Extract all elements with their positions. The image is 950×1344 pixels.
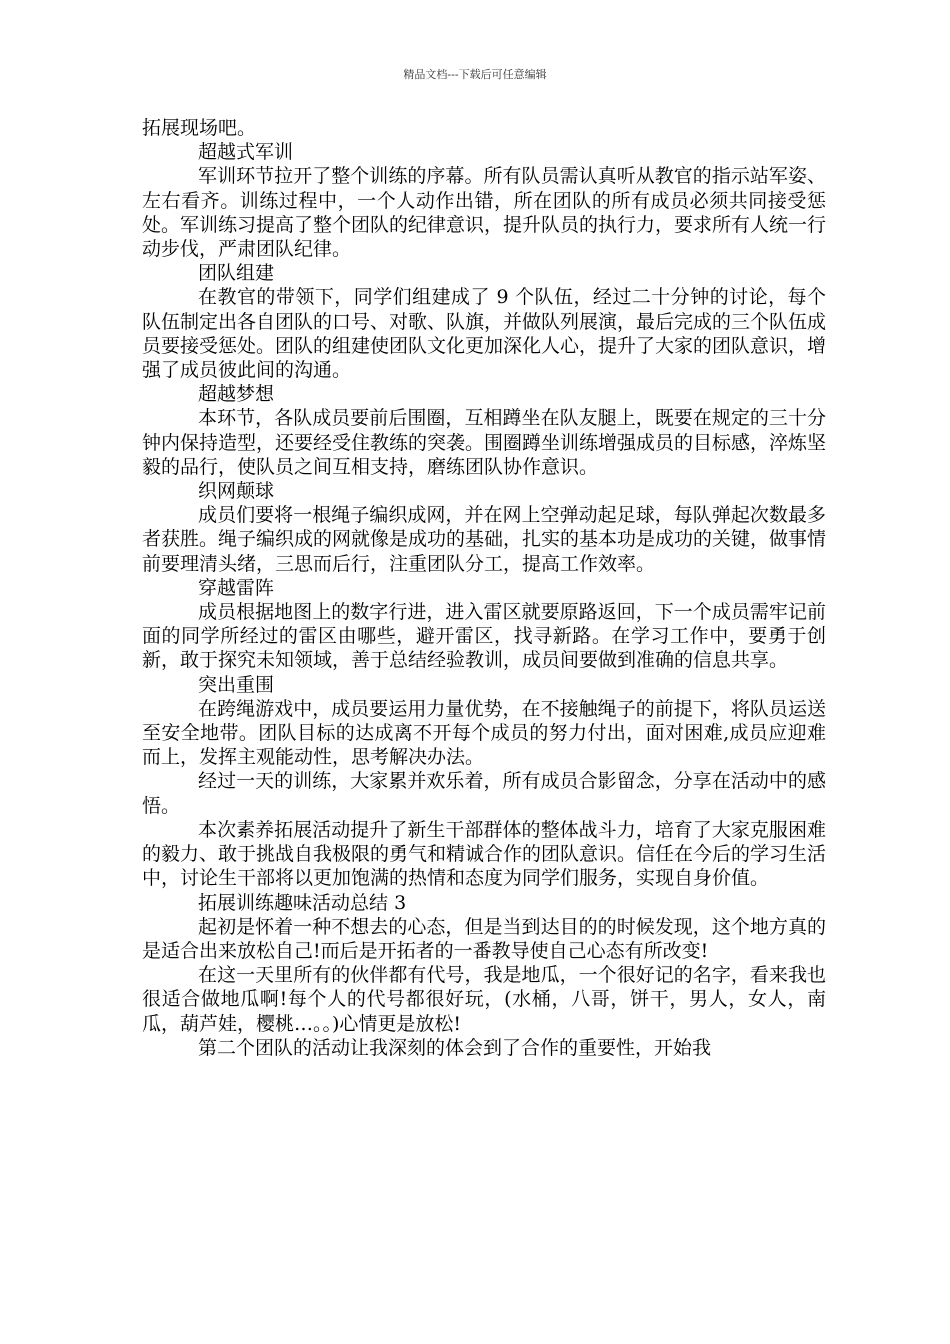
paragraph: 本环节，各队成员要前后围圈，互相蹲坐在队友腿上，既要在规定的三十分钟内保持造型，还要经受住教练的突袭。围圈蹲坐训练增强成员的目标感，淬炼坚毅的品行，使队员之间互相支持，磨练团队协作意识。 xyxy=(142,407,827,478)
paragraph: 经过一天的训练，大家累并欢乐着，所有成员合影留念，分享在活动中的感悟。 xyxy=(142,770,826,817)
paragraph: 拓展现场吧。 xyxy=(142,117,257,139)
section-heading: 团队组建 xyxy=(198,262,275,285)
paragraph: 成员根据地图上的数字行进，进入雷区就要原路返回，下一个成员需牢记前面的同学所经过的雷区由哪些，避开雷区，找寻新路。在学习工作中，要勇于创新，敢于探究未知领域，善于总结经验教训，成员间要做到准确的信息共享。 xyxy=(142,601,826,672)
document-body xyxy=(142,116,826,1060)
paragraph: 起初是怀着一种不想去的心态，但是当到达目的的时候发现，这个地方真的是适合出来放松自己!而后是开拓者的一番教导使自己心态有所改变! xyxy=(142,915,826,962)
section-heading: 穿越雷阵 xyxy=(198,576,275,599)
section-heading: 超越式军训 xyxy=(198,141,294,164)
section-heading: 突出重围 xyxy=(198,673,275,696)
paragraph: 在跨绳游戏中，成员要运用力量优势，在不接触绳子的前提下，将队员运送至安全地带。团队目标的达成离不开每个成员的努力付出，面对困难,成员应迎难而上，发挥主观能动性，思考解决办法。 xyxy=(142,697,826,769)
paragraph: 第二个团队的活动让我深刻的体会到了合作的重要性，开始我 xyxy=(198,1036,712,1059)
section-heading: 超越梦想 xyxy=(198,383,275,406)
paragraph: 在这一天里所有的伙伴都有代号，我是地瓜，一个很好记的名字，看来我也很适合做地瓜啊!每个人的代号都很好玩，(水桶，八哥，饼干，男人，女人，南瓜，葫芦娃，樱桃…。。)心情更是放松! xyxy=(142,964,826,1035)
section-heading: 拓展训练趣味活动总结 3 xyxy=(198,891,407,914)
paragraph: 在教官的带领下，同学们组建成了 9 个队伍，经过二十分钟的讨论，每个队伍制定出各自团队的口号、对歌、队旗，并做队列展演，最后完成的三个队伍成员要接受惩处。团队的组建使团队文化更加深化人心，提升了大家的团队意识，增强了成员彼此间的沟通。 xyxy=(142,286,827,382)
header-note: 精品文档---下载后可任意编辑 xyxy=(403,68,547,81)
section-heading: 织网颠球 xyxy=(198,480,275,503)
paragraph: 军训环节拉开了整个训练的序幕。所有队员需认真听从教官的指示站军姿、左右看齐。训练过程中，一个人动作出错，所在团队的所有成员必须共同接受惩处。军训练习提高了整个团队的纪律意识，提升队员的执行力，要求所有人统一行动步伐，严肃团队纪律。 xyxy=(142,165,827,261)
paragraph: 成员们要将一根绳子编织成网，并在网上空弹动起足球，每队弹起次数最多者获胜。绳子编织成的网就像是成功的基础，扎实的基本功是成功的关键，做事情前要理清头绪，三思而后行，注重团队分工，提高工作效率。 xyxy=(142,504,827,575)
paragraph: 本次素养拓展活动提升了新生干部群体的整体战斗力，培育了大家克服困难的毅力、敢于挑战自我极限的勇气和精诚合作的团队意识。信任在今后的学习生活中，讨论生干部将以更加饱满的热情和态度为同学们服务，实现自身价值。 xyxy=(142,818,827,890)
